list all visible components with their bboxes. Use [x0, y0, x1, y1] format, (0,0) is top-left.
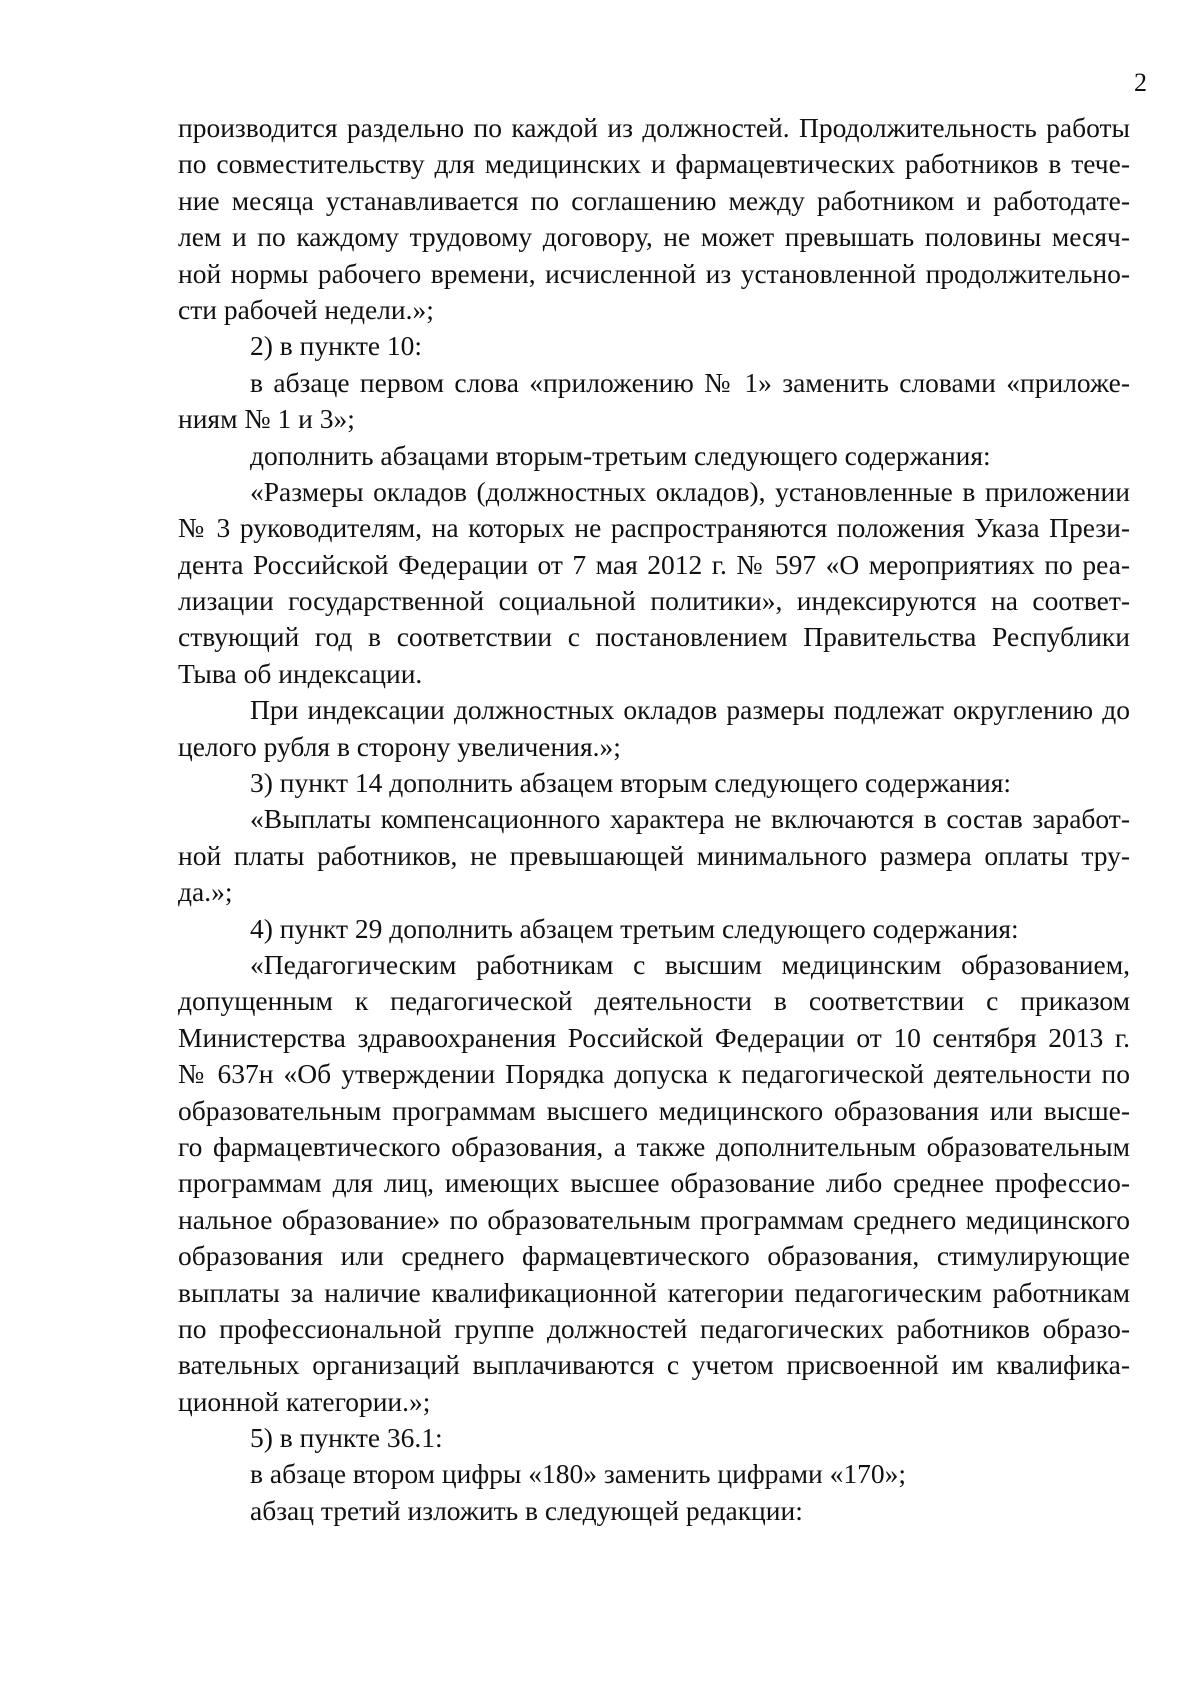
text-line: по совместительству для медицинских и фармацевтических работников в тече-: [178, 148, 1130, 180]
text-line: № 637н «Об утверждении Порядка допуска к педагогической деятельности по: [178, 1058, 1130, 1090]
text-line: производится раздельно по каждой из должностей. Продолжительность работы: [178, 112, 1130, 143]
text-line: абзац третий изложить в следующей редакции:: [250, 1494, 803, 1526]
page-number: 2: [1134, 68, 1147, 97]
text-line: № 3 руководителям, на которых не распространяются положения Указа Прези-: [178, 512, 1130, 544]
text-line: сти рабочей недели.»;: [178, 293, 434, 325]
text-line: да.»;: [178, 876, 233, 908]
text-line: го фармацевтического образования, а также дополнительным образовательным: [178, 1130, 1130, 1162]
text-line: 4) пункт 29 дополнить абзацем третьим следующего содержания:: [250, 912, 1019, 944]
text-line: ниям № 1 и 3»;: [178, 403, 355, 435]
document-body: [178, 110, 1130, 1529]
text-line: При индексации должностных окладов размеры подлежат округлению до: [250, 694, 1130, 726]
text-line: лизации государственной социальной политики», индексируются на соответ-: [178, 585, 1130, 617]
text-line: ной нормы рабочего времени, исчисленной из установленной продолжительно-: [178, 257, 1130, 289]
text-line: ствующий год в соответствии с постановлением Правительства Республики: [178, 621, 1130, 653]
text-line: вательных организаций выплачиваются с учетом присвоенной им квалифика-: [178, 1349, 1130, 1381]
text-line: ной платы работников, не превышающей минимального размера оплаты тру-: [178, 839, 1130, 871]
text-line: 5) в пункте 36.1:: [250, 1422, 443, 1454]
text-line: целого рубля в сторону увеличения.»;: [178, 730, 621, 762]
text-line: 2) в пункте 10:: [250, 330, 423, 362]
text-line: образовательным программам высшего медицинского образования или высше-: [178, 1094, 1130, 1126]
text-line: допущенным к педагогической деятельности в соответствии с приказом: [178, 985, 1130, 1017]
text-line: образования или среднего фармацевтического образования, стимулирующие: [178, 1240, 1130, 1272]
text-line: дополнить абзацами вторым-третьим следующего содержания:: [250, 439, 991, 471]
text-line: 3) пункт 14 дополнить абзацем вторым следующего содержания:: [250, 767, 1012, 799]
text-line: дента Российской Федерации от 7 мая 2012 г. № 597 «О мероприятиях по реа-: [178, 548, 1130, 580]
text-line: «Размеры окладов (должностных окладов), установленные в приложении: [250, 475, 1130, 507]
text-line: в абзаце втором цифры «180» заменить цифрами «170»;: [250, 1458, 906, 1490]
text-line: нальное образование» по образовательным программам среднего медицинского: [178, 1203, 1130, 1235]
text-line: «Педагогическим работникам с высшим медицинским образованием,: [250, 948, 1130, 980]
text-line: по профессиональной группе должностей педагогических работников образо-: [178, 1312, 1130, 1344]
text-line: Тыва об индексации.: [178, 657, 423, 689]
text-line: программам для лиц, имеющих высшее образование либо среднее профессио-: [178, 1167, 1130, 1199]
text-line: лем и по каждому трудовому договору, не может превышать половины месяч-: [178, 221, 1130, 253]
text-line: ние месяца устанавливается по соглашению между работником и работодате-: [178, 184, 1130, 216]
text-line: Министерства здравоохранения Российской Федерации от 10 сентября 2013 г.: [178, 1021, 1130, 1053]
text-line: ционной категории.»;: [178, 1385, 431, 1417]
text-line: «Выплаты компенсационного характера не включаются в состав заработ-: [250, 803, 1130, 835]
text-line: выплаты за наличие квалификационной категории педагогическим работникам: [178, 1276, 1130, 1308]
text-line: в абзаце первом слова «приложению № 1» заменить словами «приложе-: [250, 366, 1130, 398]
